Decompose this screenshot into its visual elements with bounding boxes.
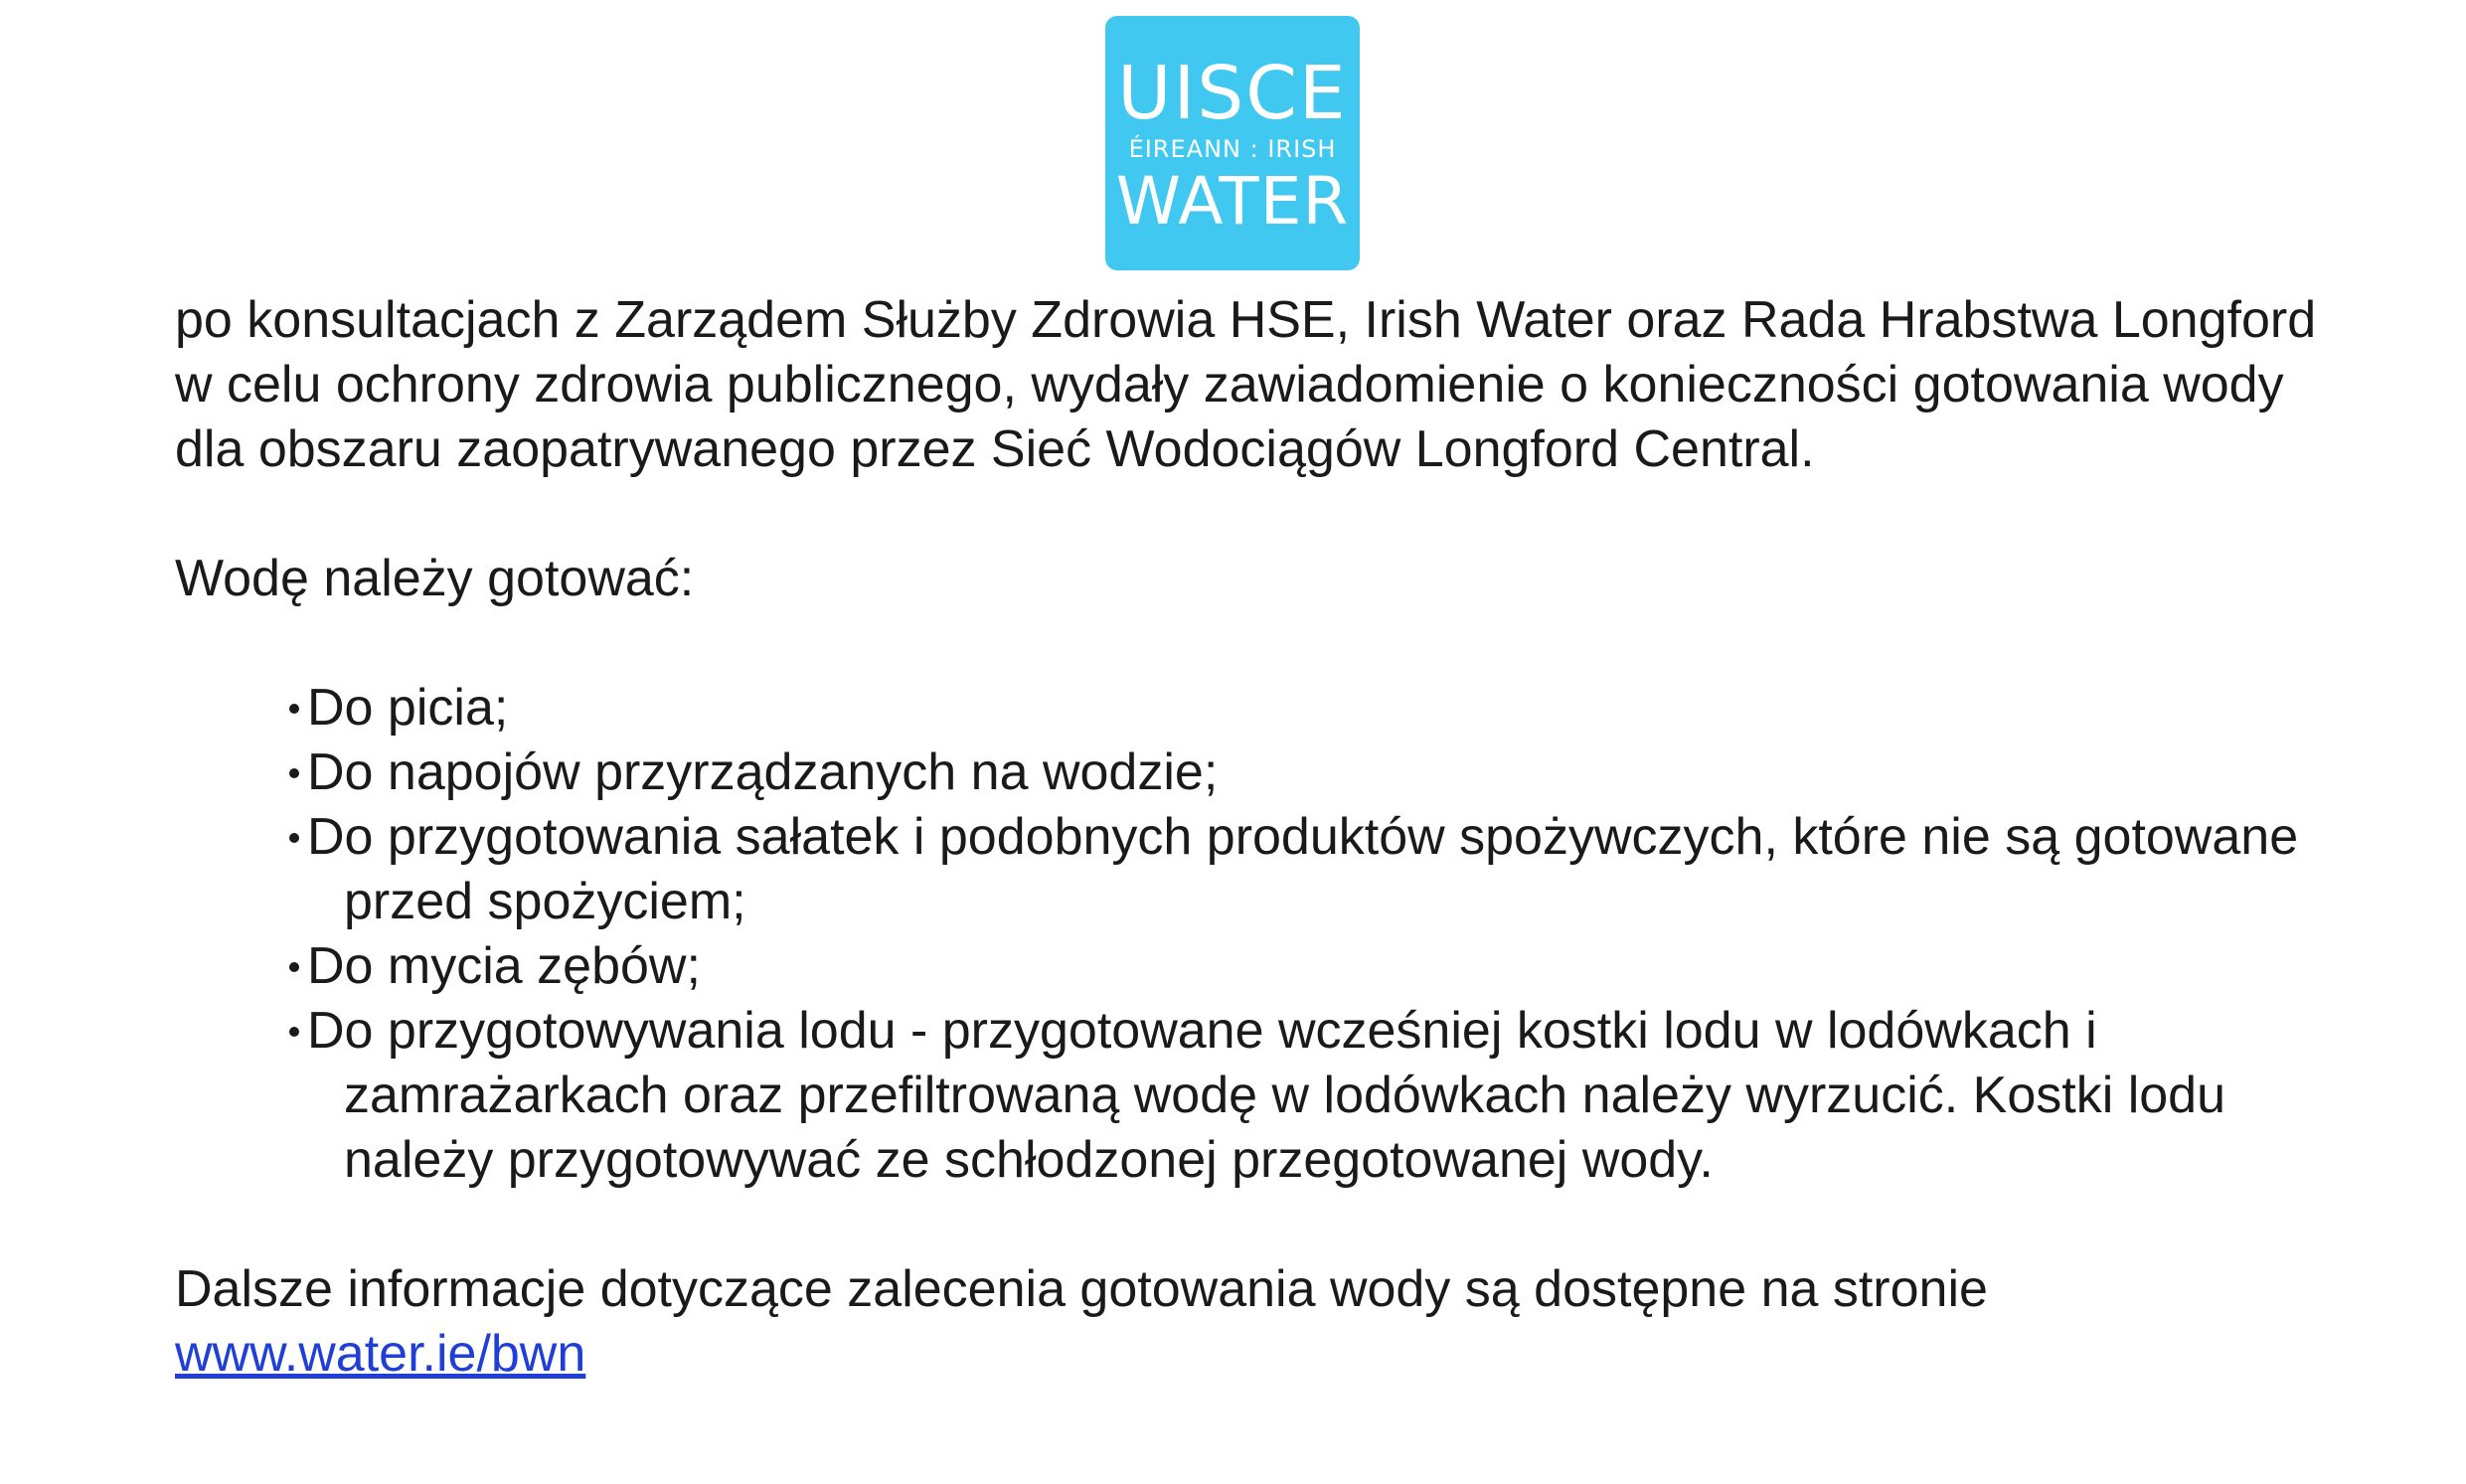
bullet-icon — [289, 704, 299, 714]
list-item — [175, 934, 2322, 999]
boil-water-lead: Wodę należy gotować: — [175, 550, 695, 607]
list-item — [175, 676, 2322, 741]
logo-line-water: WATER — [1115, 163, 1350, 240]
irish-water-logo — [1105, 16, 1360, 270]
bullet-icon — [289, 962, 299, 972]
list-item-text: Do napojów przyrządzanych na wodzie; — [307, 743, 1219, 801]
list-item-text: Do picia; — [307, 679, 509, 737]
intro-paragraph: po konsultacjach z Zarządem Służby Zdrowia HSE, Irish Water oraz Rada Hrabstwa Longford w celu ochrony zdrowia publicznego, wydały zawiadomienie o konieczności gotowania wody dla obszaru zaopatrywanego przez Sieć Wodociągów Longford Central. — [175, 291, 2317, 478]
logo-line-eireann-irish: ÉIREANN : IRISH — [1128, 135, 1337, 163]
list-item-text: Do mycia zębów; — [307, 937, 701, 995]
list-item-text: Do przygotowania sałatek i podobnych produktów spożywczych, które nie są gotowane przed spożyciem; — [307, 808, 2299, 930]
bullet-icon — [289, 833, 299, 843]
logo-line-uisce: UISCE — [1117, 51, 1348, 136]
list-item — [175, 805, 2322, 934]
boil-water-uses-list — [175, 676, 2322, 1193]
list-item — [175, 999, 2322, 1193]
bullet-icon — [289, 768, 299, 778]
bullet-icon — [289, 1027, 299, 1037]
bwn-website-link[interactable]: www.water.ie/bwn — [175, 1325, 586, 1383]
list-item — [175, 741, 2322, 805]
notice-body — [175, 288, 2322, 1387]
list-item-text: Do przygotowywania lodu - przygotowane wcześniej kostki lodu w lodówkach i zamrażarkach oraz przefiltrowaną wodę w lodówkach należy wyrzucić. Kostki lodu należy przygotowywać ze schłodzonej przegotowanej wody. — [307, 1002, 2226, 1189]
further-info-text: Dalsze informacje dotyczące zalecenia gotowania wody są dostępne na stronie — [175, 1260, 1988, 1318]
further-info-paragraph — [175, 1257, 2322, 1387]
